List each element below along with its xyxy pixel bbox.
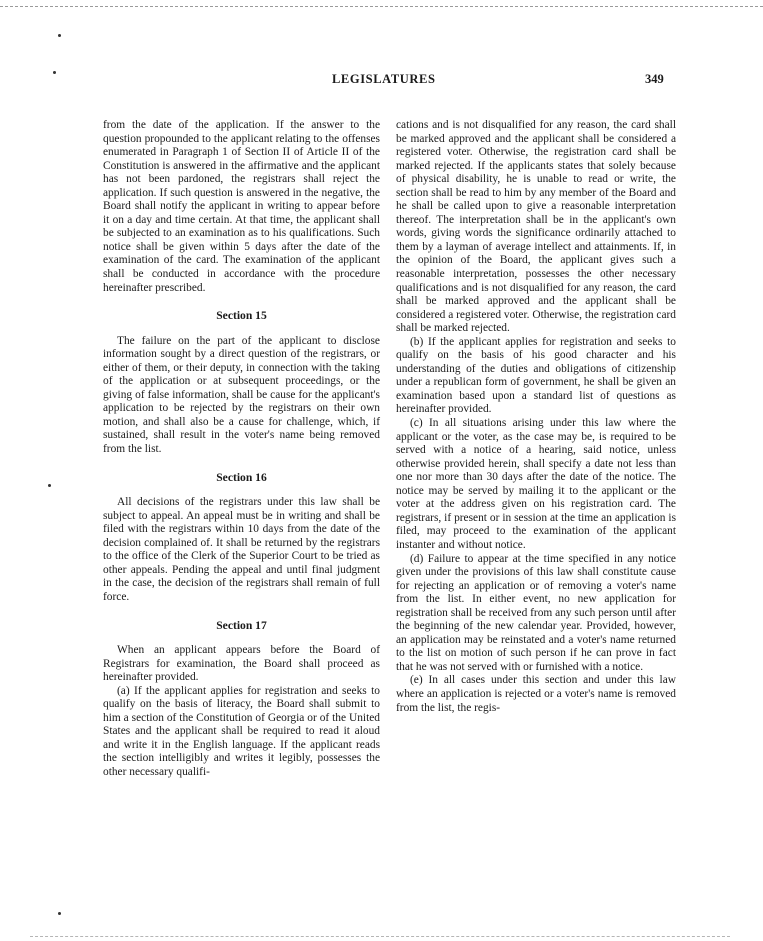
page-number: 349: [645, 72, 664, 86]
paragraph-section-16: All decisions of the registrars under this law shall be subject to appeal. An appeal must be in writing and shall be filed with the registrars within 10 days from the date of the decision complained of. It shall be returned by the registrars to the office of the Clerk of the Superior Court to be tried as other appeals. Pending the appeal and until final judgment in the case, the decision of the registrars shall remain of full force.: [103, 496, 380, 603]
page-header: [0, 72, 763, 92]
paragraph-section-17-e: (e) In all cases under this section and under this law where an application is rejected or a voter's name is removed from the list, the regis-: [396, 674, 676, 714]
paragraph-section-17-c: (c) In all situations arising under this law where the applicant or the voter, as the case may be, is required to be served with a notice of a hearing, said notice, unless otherwise provided herein, shall specify a date not less than one nor more than 30 days after the date of the notice. The notice may be served by mailing it to the applicant or the voter at the address given on his registration card. The registrars, if present or in session at the time an application is filed, may proceed to the examination of the applicant instanter and without notice.: [396, 417, 676, 551]
paragraph-continued: cations and is not disqualified for any reason, the card shall be marked approved and the applicant shall be considered a registered voter. Otherwise, the registration card shall be marked rejected. If the applicants states that solely because of physical disability, he is unable to read or write, the section shall be read to him by any member of the Board and he shall be called upon to give a reasonable interpretation thereof. The interpretation shall be in the applicant's own words, giving words the significance ordinarily attached to them by a layman of average intellect and attainments. If, in the opinion of the Board, the applicant gives such a reasonable interpretation, possesses the other necessary qualifications and is not disqualified for any reason, the card shall be marked approved and the applicant shall be considered a registered voter. Otherwise, the registration card shall be marked rejected.: [396, 119, 676, 335]
paragraph-section-17-a: (a) If the applicant applies for registration and seeks to qualify on the basis of literacy, the Board shall submit to him a section of the Constitution of Georgia or of the United States and the applicant shall be required to read it aloud and write it in the English language. If the applicant reads the section intelligibly and writes it legibly, possesses the other necessary qualifi-: [103, 684, 380, 778]
scan-speck: [58, 912, 61, 915]
section-heading-15: Section 15: [216, 309, 267, 323]
paragraph-section-17: When an applicant appears before the Board of Registrars for examination, the Board shall proceed as hereinafter provided.: [103, 644, 380, 684]
paragraph-continued: from the date of the application. If the answer to the question propounded to the applicant relating to the offenses enumerated in Paragraph 1 of Section II of Article II of the Constitution is answered in the affirmative and the applicant has not been pardoned, the registrars shall reject the application. If such question is answered in the negative, the Board shall notify the applicant in writing to appear before it on a day and time certain. At that time, the applicant shall be subjected to an examination as to his qualifications. Such notice shall be given within 5 days after the date of the examination of the card. The examination of the applicant shall be conducted in accordance with the procedure hereinafter prescribed.: [103, 119, 380, 294]
scan-edge-bottom: [30, 936, 730, 937]
section-heading-16: Section 16: [216, 470, 267, 484]
paragraph-section-17-d: (d) Failure to appear at the time specified in any notice given under the provisions of this law shall constitute cause for rejecting an application or of removing a voter's name from the list. In either event, no new application for registration shall be received from any such person until after the beginning of the new calendar year. Provided, however, an application may be reinstated and a voter's name returned to the list on motion of such person if he can prove in fact that he was not served with or furnished with a notice.: [396, 552, 676, 673]
left-column: [103, 119, 380, 780]
section-heading-17: Section 17: [216, 618, 267, 632]
scan-speck: [58, 34, 61, 37]
scan-speck: [48, 484, 51, 487]
scan-edge-top: [0, 6, 763, 7]
paragraph-section-17-b: (b) If the applicant applies for registration and seeks to qualify on the basis of his good character and his understanding of the duties and obligations of citizenship under a republican form of government, he shall be given an examination based upon a standard list of questions as hereinafter provided.: [396, 335, 676, 416]
right-column: [396, 119, 676, 715]
running-head: LEGISLATURES: [332, 72, 436, 86]
paragraph-section-15: The failure on the part of the applicant to disclose information sought by a direct question of the registrars, or either of them, or their deputy, in connection with the taking of the application or at subsequent proceedings, or the giving of false information, shall be cause for the applicant's application to be rejected by the registrars on their own motion, and shall also be a cause for challenge, which, if sustained, shall result in the voter's name being removed from the list.: [103, 334, 380, 456]
